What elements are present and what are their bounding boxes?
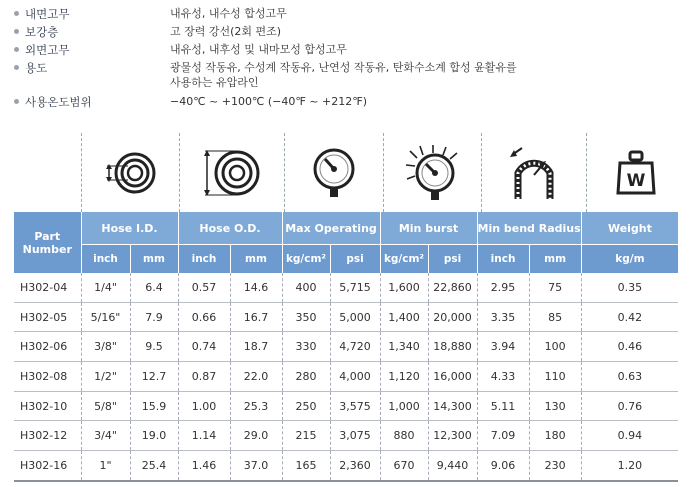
- table-cell: 12.7: [130, 362, 178, 392]
- group-header-min-burst: Min burst: [380, 212, 477, 245]
- table-cell: 2.95: [477, 273, 529, 302]
- table-cell: 29.0: [230, 421, 282, 451]
- table-cell: 1": [81, 451, 130, 481]
- unit-header: inch: [81, 245, 130, 274]
- table-cell: 5.11: [477, 391, 529, 421]
- table-cell: 0.63: [581, 362, 678, 392]
- part-header-line1: Part: [34, 229, 61, 243]
- hose-od-icon: [179, 133, 284, 212]
- unit-header: mm: [130, 245, 178, 274]
- spec-value: −40℃ ~ +100℃ (−40℉ ~ +212℉): [170, 95, 367, 108]
- table-cell: 5/16": [81, 302, 130, 332]
- table-cell: 1/2": [81, 362, 130, 392]
- table-cell: 85: [529, 302, 581, 332]
- table-cell: 0.57: [178, 273, 230, 302]
- table-cell: 0.42: [581, 302, 678, 332]
- table-cell: 16.7: [230, 302, 282, 332]
- table-cell: 9.5: [130, 332, 178, 362]
- table-cell: 280: [282, 362, 330, 392]
- bullet-icon: [14, 99, 19, 104]
- spec-key-text: 용도: [25, 61, 48, 75]
- burst-gauge-icon: [383, 133, 481, 212]
- table-cell: 230: [529, 451, 581, 481]
- part-header-line2: Number: [22, 242, 72, 256]
- spec-key-text: 사용온도범위: [25, 95, 92, 109]
- spec-key-text: 외면고무: [25, 43, 70, 57]
- table-cell: 5,000: [330, 302, 380, 332]
- spec-row-reinforcement: [14, 24, 674, 42]
- hose-id-icon: [81, 133, 179, 212]
- table-cell: 0.66: [178, 302, 230, 332]
- table-cell: 880: [380, 421, 428, 451]
- table-cell: 0.46: [581, 332, 678, 362]
- table-cell: 0.94: [581, 421, 678, 451]
- table-cell: 1,600: [380, 273, 428, 302]
- spec-table: [14, 212, 678, 482]
- table-cell: 670: [380, 451, 428, 481]
- part-number-cell: H302-06: [14, 332, 81, 362]
- spec-key: [14, 60, 47, 76]
- spec-key: [14, 24, 58, 40]
- table-cell: 400: [282, 273, 330, 302]
- table-row: [14, 451, 678, 481]
- spec-value: 내유성, 내수성 합성고무: [170, 7, 287, 20]
- table-cell: 3/4": [81, 421, 130, 451]
- table-row: [14, 332, 678, 362]
- spec-row-temperature: [14, 94, 674, 112]
- bend-radius-icon: [481, 133, 586, 212]
- group-header-hose-id: Hose I.D.: [81, 212, 178, 245]
- table-cell: 1/4": [81, 273, 130, 302]
- unit-header: mm: [230, 245, 282, 274]
- part-number-cell: H302-08: [14, 362, 81, 392]
- table-cell: 1,000: [380, 391, 428, 421]
- unit-header: mm: [529, 245, 581, 274]
- table-cell: 3,575: [330, 391, 380, 421]
- pressure-gauge-icon: [284, 133, 383, 212]
- bullet-icon: [14, 11, 19, 16]
- table-cell: 9.06: [477, 451, 529, 481]
- table-cell: 1.20: [581, 451, 678, 481]
- spec-value: [170, 60, 517, 90]
- icon-row: [81, 133, 678, 212]
- table-cell: 22.0: [230, 362, 282, 392]
- table-row: [14, 273, 678, 302]
- part-number-cell: H302-04: [14, 273, 81, 302]
- table-cell: 22,860: [428, 273, 477, 302]
- bullet-icon: [14, 47, 19, 52]
- spec-value-line-1: 광물성 작동유, 수성계 작동유, 난연성 작동유, 탄화수소계 합성 윤활유를: [170, 61, 517, 74]
- table-cell: 215: [282, 421, 330, 451]
- table-cell: 20,000: [428, 302, 477, 332]
- table-cell: 6.4: [130, 273, 178, 302]
- unit-header: inch: [178, 245, 230, 274]
- unit-header: kg/m: [581, 245, 678, 274]
- group-header-min-bend-radius: Min bend Radius: [477, 212, 581, 245]
- table-cell: 18.7: [230, 332, 282, 362]
- table-cell: 18,880: [428, 332, 477, 362]
- table-cell: 4,000: [330, 362, 380, 392]
- spec-row-inner-rubber: [14, 6, 674, 24]
- spec-row-application: [14, 60, 674, 94]
- spec-value: 고 장력 강선(2회 편조): [170, 25, 282, 38]
- table-cell: 1.00: [178, 391, 230, 421]
- table-cell: 12,300: [428, 421, 477, 451]
- table-cell: 0.87: [178, 362, 230, 392]
- table-cell: 25.4: [130, 451, 178, 481]
- spec-value: 내유성, 내후성 및 내마모성 합성고무: [170, 43, 347, 56]
- part-number-cell: H302-05: [14, 302, 81, 332]
- table-cell: 15.9: [130, 391, 178, 421]
- table-cell: 0.76: [581, 391, 678, 421]
- spec-key: [14, 94, 92, 110]
- table-cell: 0.74: [178, 332, 230, 362]
- part-number-header: [14, 212, 81, 273]
- table-cell: 130: [529, 391, 581, 421]
- bullet-icon: [14, 29, 19, 34]
- table-cell: 100: [529, 332, 581, 362]
- table-cell: 110: [529, 362, 581, 392]
- table-cell: 3.35: [477, 302, 529, 332]
- table-cell: 1,340: [380, 332, 428, 362]
- unit-header: kg/cm²: [282, 245, 330, 274]
- table-cell: 14,300: [428, 391, 477, 421]
- table-cell: 5/8": [81, 391, 130, 421]
- group-header-max-operating: Max Operating: [282, 212, 380, 245]
- table-cell: 9,440: [428, 451, 477, 481]
- table-cell: 3,075: [330, 421, 380, 451]
- table-cell: 3.94: [477, 332, 529, 362]
- spec-key: [14, 42, 69, 58]
- table-cell: 1,120: [380, 362, 428, 392]
- unit-header: inch: [477, 245, 529, 274]
- spec-list: [14, 6, 674, 112]
- spec-key-text: 보강층: [25, 25, 59, 39]
- table-cell: 7.09: [477, 421, 529, 451]
- table-cell: 1,400: [380, 302, 428, 332]
- group-header-weight: Weight: [581, 212, 678, 245]
- table-cell: 1.14: [178, 421, 230, 451]
- table-cell: 250: [282, 391, 330, 421]
- unit-header: kg/cm²: [380, 245, 428, 274]
- spec-key-text: 내면고무: [25, 7, 70, 21]
- table-cell: 75: [529, 273, 581, 302]
- table-cell: 330: [282, 332, 330, 362]
- table-row: [14, 362, 678, 392]
- table-cell: 5,715: [330, 273, 380, 302]
- table-cell: 16,000: [428, 362, 477, 392]
- weight-icon-letter: W: [626, 170, 645, 191]
- table-cell: 3/8": [81, 332, 130, 362]
- table-cell: 2,360: [330, 451, 380, 481]
- table-cell: 165: [282, 451, 330, 481]
- table-row: [14, 391, 678, 421]
- weight-icon: [586, 133, 684, 212]
- table-cell: 1.46: [178, 451, 230, 481]
- part-number-cell: H302-12: [14, 421, 81, 451]
- part-number-cell: H302-10: [14, 391, 81, 421]
- bullet-icon: [14, 65, 19, 70]
- table-cell: 37.0: [230, 451, 282, 481]
- table-cell: 350: [282, 302, 330, 332]
- table-cell: 25.3: [230, 391, 282, 421]
- unit-header: psi: [428, 245, 477, 274]
- table-row: [14, 421, 678, 451]
- table-cell: 4.33: [477, 362, 529, 392]
- table-cell: 7.9: [130, 302, 178, 332]
- table-cell: 19.0: [130, 421, 178, 451]
- table-cell: 180: [529, 421, 581, 451]
- table-cell: 14.6: [230, 273, 282, 302]
- part-number-cell: H302-16: [14, 451, 81, 481]
- group-header-hose-od: Hose O.D.: [178, 212, 282, 245]
- table-row: [14, 302, 678, 332]
- spec-row-outer-rubber: [14, 42, 674, 60]
- table-body: [14, 273, 678, 481]
- spec-value-line-2: 사용하는 유압라인: [170, 76, 259, 89]
- table-cell: 0.35: [581, 273, 678, 302]
- table-cell: 4,720: [330, 332, 380, 362]
- spec-key: [14, 6, 69, 22]
- unit-header: psi: [330, 245, 380, 274]
